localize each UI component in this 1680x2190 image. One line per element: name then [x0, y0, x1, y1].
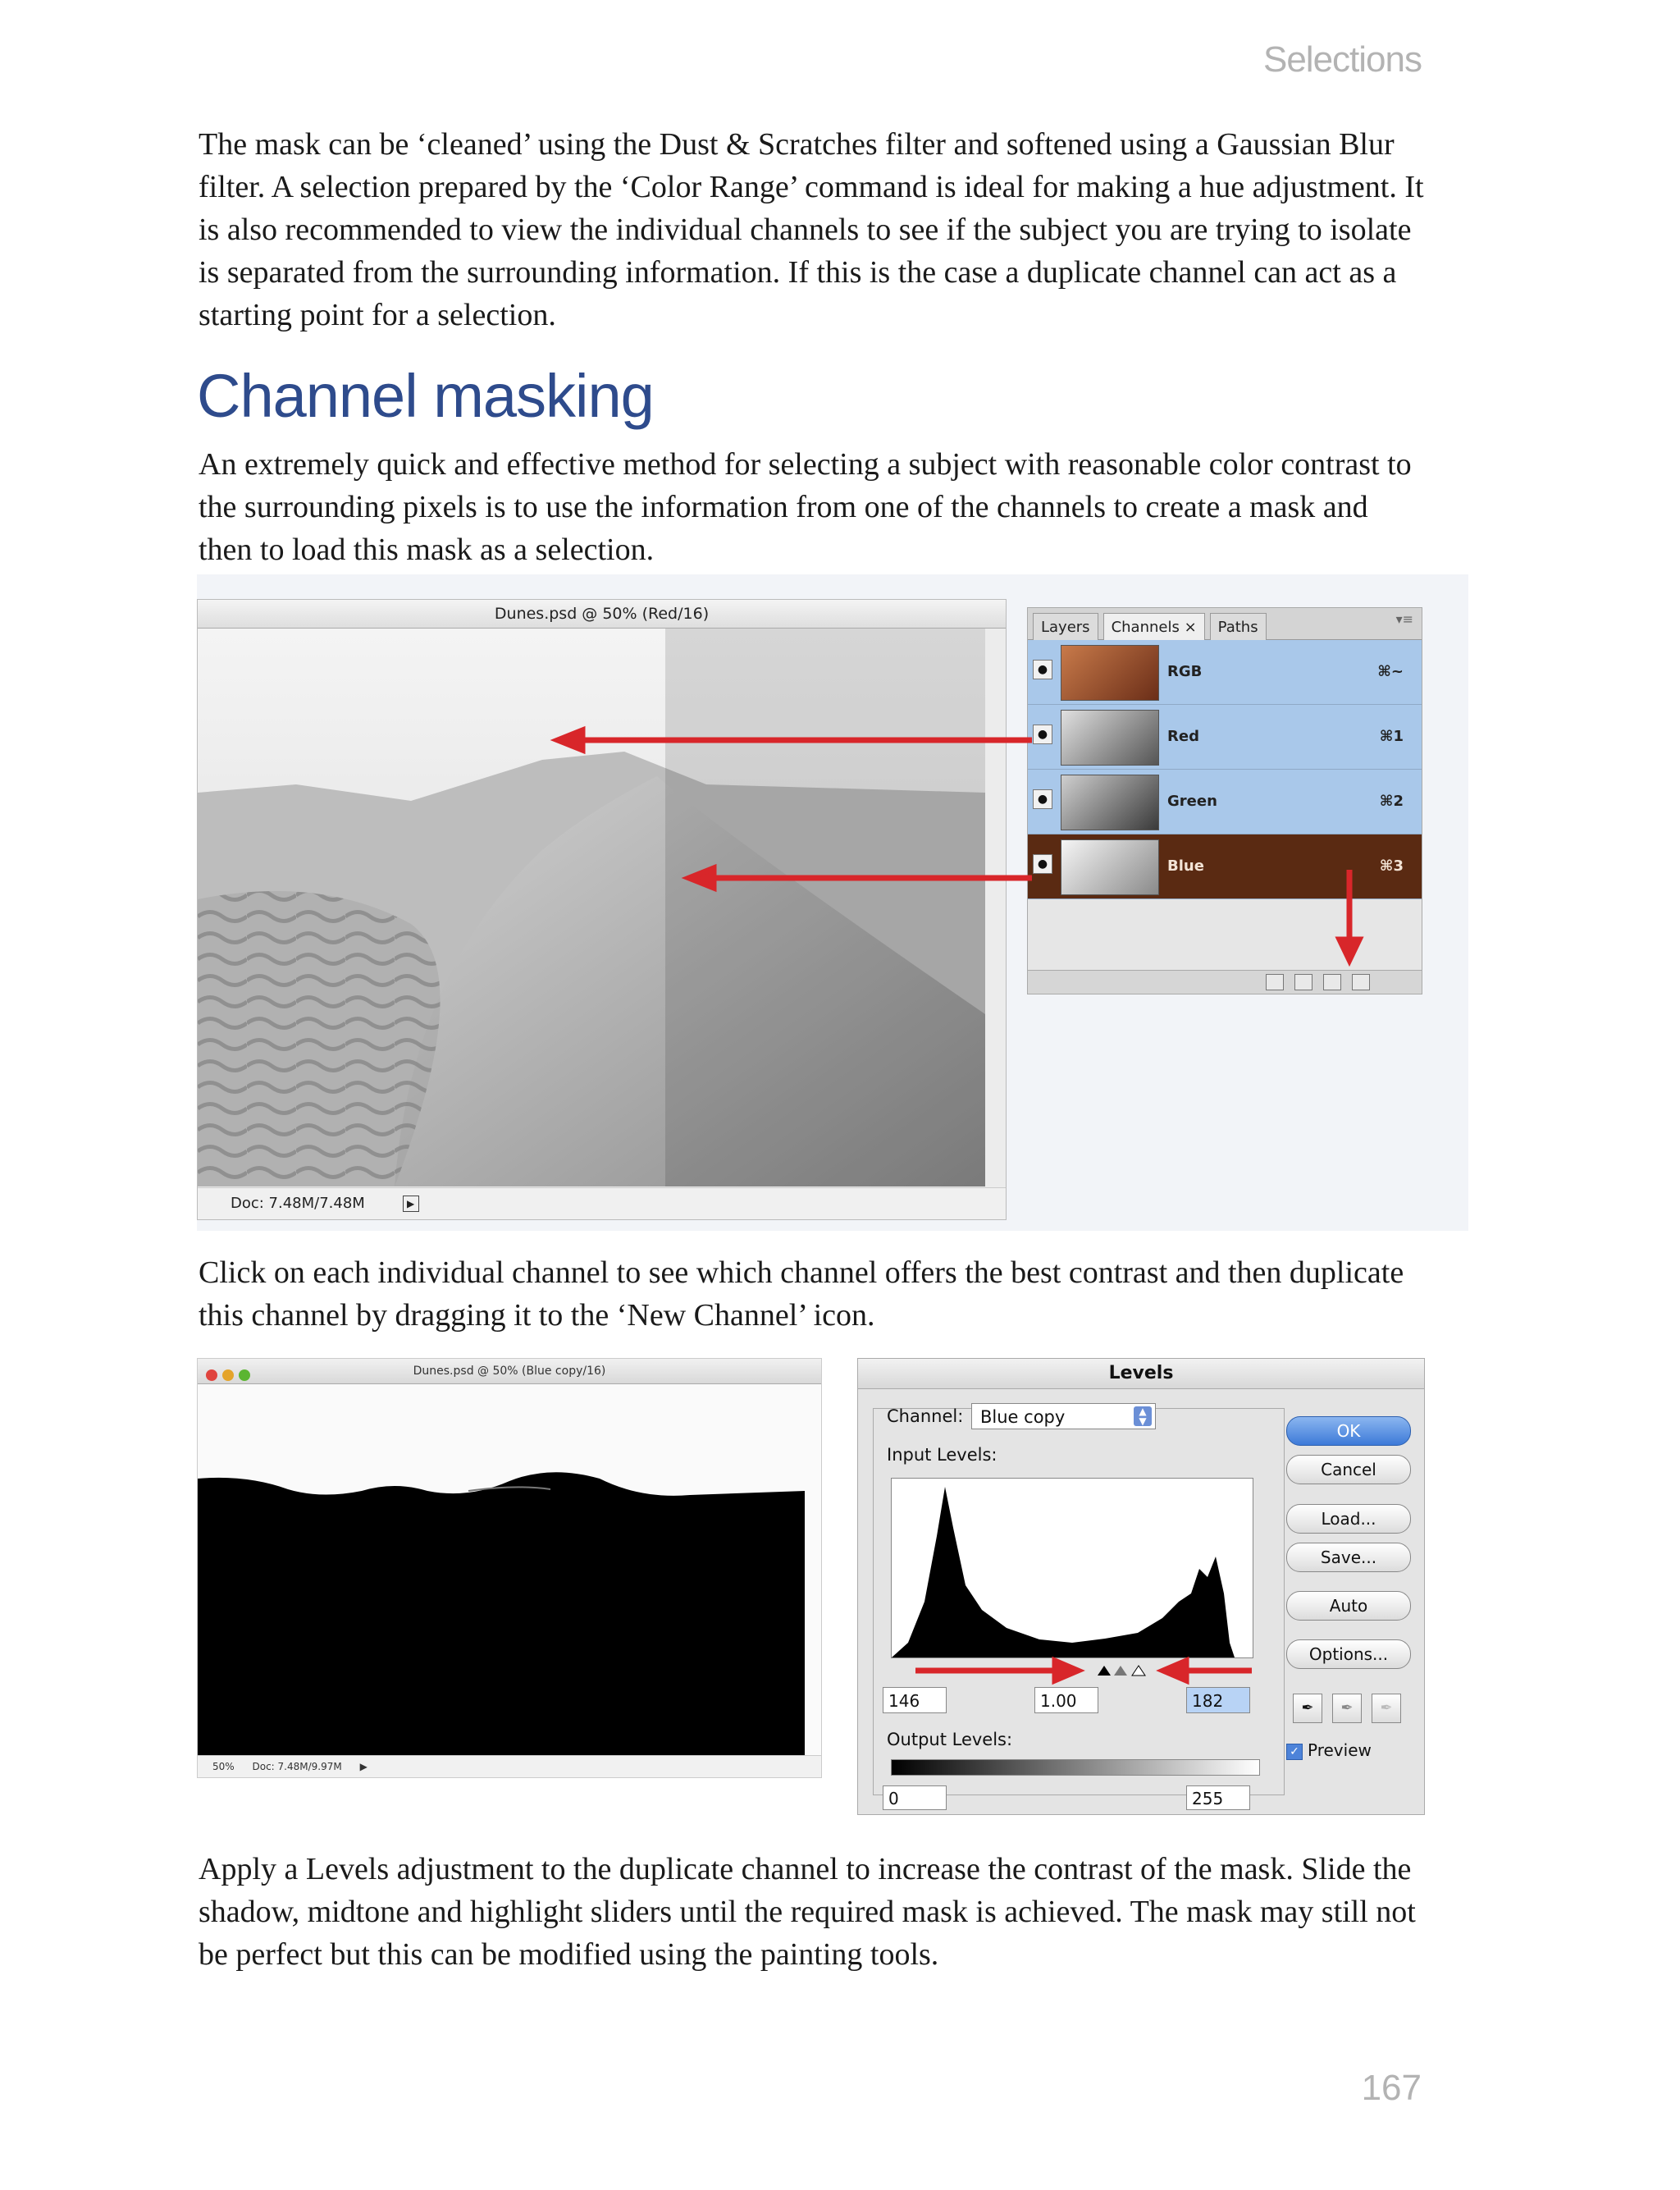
cancel-button[interactable]: Cancel — [1286, 1455, 1411, 1484]
preview-checkbox[interactable] — [1286, 1740, 1372, 1760]
arrow-head — [689, 868, 714, 888]
levels-title: Levels — [858, 1359, 1424, 1389]
channel-name: Blue — [1167, 857, 1204, 875]
gray-eyedropper-icon[interactable]: ✒ — [1332, 1694, 1362, 1723]
arrow-head — [1340, 940, 1359, 960]
channel-name: Green — [1167, 793, 1217, 810]
eye-icon[interactable]: ● — [1033, 789, 1052, 809]
input-midtone-field[interactable]: 1.00 — [1034, 1687, 1098, 1713]
paragraph-intro: The mask can be ‘cleaned’ using the Dust & Scratches filter and softened using a Gaussian Blur filter. A selection prepared by the ‘Color Range’ command is ideal for making a hue adjustment. It is also recommended to view the individual channels to see if the subject you are trying to isolate is separated from the surrounding information. If this is the case a duplicate channel can act as a starting point for a selection. — [199, 127, 1424, 332]
window-controls — [206, 1365, 255, 1390]
midtone-slider — [1114, 1666, 1127, 1676]
eye-icon[interactable]: ● — [1033, 725, 1052, 744]
output-low-field[interactable]: 0 — [883, 1785, 947, 1810]
highlight-slider — [1132, 1666, 1145, 1676]
output-high-field[interactable]: 255 — [1186, 1785, 1250, 1810]
mask-size-readout: Doc: 7.48M/9.97M — [252, 1761, 342, 1772]
paragraph-levels: Apply a Levels adjustment to the duplicate channel to increase the contrast of the mask. Slide the shadow, midtone and highlight sliders until the required mask is achieved. The mask may still not be perfect but this can be modified using the painting tools. — [199, 1852, 1416, 1972]
select-arrows-icon: ▲ ▼ — [1134, 1406, 1152, 1426]
levels-dialog — [857, 1358, 1425, 1815]
channel-select[interactable] — [971, 1403, 1156, 1429]
channel-select-value: Blue copy — [980, 1407, 1066, 1427]
zoom-readout: 50% — [212, 1761, 235, 1772]
mask-image — [198, 1384, 821, 1755]
input-shadow-field[interactable]: 146 — [883, 1687, 947, 1713]
options-button[interactable]: Options... — [1286, 1639, 1411, 1669]
eye-icon[interactable]: ● — [1033, 854, 1052, 874]
status-menu-arrow-icon[interactable]: ▶ — [359, 1761, 368, 1772]
tab-channels[interactable]: Channels × — [1103, 613, 1205, 641]
page-number: 167 — [1361, 2068, 1422, 2108]
white-eyedropper-icon[interactable]: ✒ — [1372, 1694, 1401, 1723]
auto-button[interactable]: Auto — [1286, 1591, 1411, 1621]
output-levels-label: Output Levels: — [887, 1730, 1013, 1749]
mask-window-title: Dunes.psd @ 50% (Blue copy/16) — [413, 1365, 606, 1378]
mask-document-window — [197, 1358, 822, 1778]
channel-label: Channel: — [887, 1406, 964, 1426]
figure-channels-screenshot — [197, 574, 1468, 1231]
annotation-arrows — [197, 574, 1468, 1231]
channel-name: RGB — [1167, 663, 1203, 680]
close-icon[interactable] — [206, 1369, 217, 1381]
document-window-title: Dunes.psd @ 50% (Red/16) — [198, 600, 1006, 629]
input-highlight-field[interactable]: 182 — [1186, 1687, 1250, 1713]
black-eyedropper-icon[interactable]: ✒ — [1293, 1694, 1322, 1723]
paragraph-channel-masking: An extremely quick and effective method for selecting a subject with reasonable color contrast to the surrounding pixels is to use the information from one of the channels to create a mask and then to load this mask as a selection. — [199, 447, 1412, 567]
input-levels-label: Input Levels: — [887, 1445, 998, 1465]
mask-status-bar — [198, 1755, 821, 1777]
channel-shortcut: ⌘~ — [1377, 663, 1404, 680]
panel-menu-icon[interactable]: ▾≡ — [1395, 611, 1413, 627]
histogram — [891, 1478, 1253, 1658]
document-size-readout: Doc: 7.48M/7.48M — [231, 1195, 365, 1212]
zoom-icon[interactable] — [239, 1369, 250, 1381]
checkmark-icon: ✓ — [1286, 1744, 1303, 1760]
running-header: Selections — [1262, 39, 1422, 80]
shadow-slider — [1098, 1666, 1111, 1676]
channel-shortcut: ⌘1 — [1379, 728, 1404, 745]
minimize-icon[interactable] — [222, 1369, 234, 1381]
channel-name: Red — [1167, 728, 1199, 745]
save-button[interactable]: Save... — [1286, 1543, 1411, 1572]
channel-shortcut: ⌘3 — [1379, 857, 1404, 875]
status-menu-arrow-icon[interactable]: ▶ — [403, 1196, 419, 1212]
output-gradient-bar — [891, 1759, 1260, 1776]
channel-shortcut: ⌘2 — [1379, 793, 1404, 810]
eye-icon[interactable]: ● — [1033, 660, 1052, 679]
tab-layers[interactable]: Layers — [1033, 613, 1098, 641]
input-slider-track[interactable] — [883, 1654, 1260, 1687]
load-button[interactable]: Load... — [1286, 1504, 1411, 1534]
arrow-head — [558, 730, 582, 750]
section-heading: Channel masking — [197, 362, 654, 430]
preview-label: Preview — [1308, 1740, 1372, 1760]
tab-paths[interactable]: Paths — [1210, 613, 1267, 641]
paragraph-click-channel: Click on each individual channel to see which channel offers the best contrast and then duplicate this channel by dragging it to the ‘New Channel’ icon. — [199, 1255, 1404, 1333]
mask-window-titlebar — [198, 1359, 821, 1384]
ok-button[interactable]: OK — [1286, 1416, 1411, 1446]
